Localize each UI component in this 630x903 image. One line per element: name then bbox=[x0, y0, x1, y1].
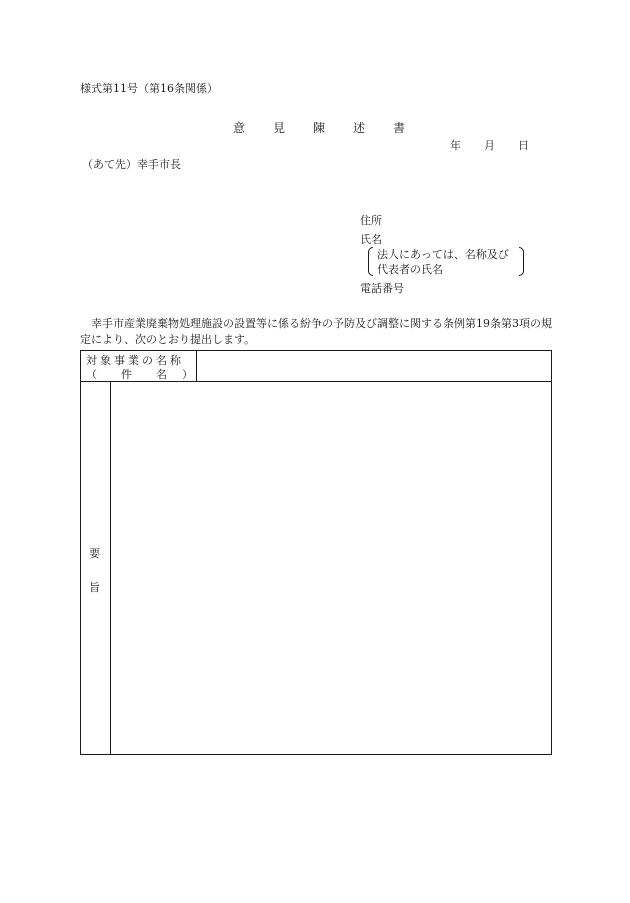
date-year-label: 年 bbox=[450, 139, 461, 152]
project-name-label-line: 対象事業の名称 bbox=[86, 354, 184, 367]
document-title bbox=[233, 119, 406, 136]
project-name-label bbox=[81, 351, 197, 381]
summary-label-char: 要 bbox=[89, 547, 100, 560]
title-char: 意 bbox=[233, 121, 246, 135]
summary-field[interactable] bbox=[111, 382, 551, 754]
project-name-field[interactable] bbox=[197, 351, 551, 381]
body-statement: 幸手市産業廃棄物処理施設の設置等に係る紛争の予防及び調整に関する条例第19条第3項の規定により、次のとおり提出します。 bbox=[80, 317, 552, 346]
summary-label bbox=[81, 382, 111, 754]
address-label: 住所 bbox=[360, 214, 382, 227]
opinion-table bbox=[80, 350, 552, 755]
title-char: 述 bbox=[353, 121, 366, 135]
corporation-note bbox=[368, 246, 524, 276]
date-day-label: 日 bbox=[518, 139, 529, 152]
name-char: 名 bbox=[156, 368, 167, 381]
bracket-right bbox=[519, 247, 524, 276]
bracket-left bbox=[368, 247, 373, 276]
phone-label: 電話番号 bbox=[360, 282, 404, 295]
corporation-note-line: 代表者の氏名 bbox=[377, 263, 443, 276]
addressee: （あて先）幸手市長 bbox=[82, 158, 181, 171]
name-label: 氏名 bbox=[360, 233, 382, 246]
form-number: 様式第11号（第16条関係） bbox=[80, 82, 218, 95]
paren-close: ） bbox=[182, 368, 193, 381]
date-line bbox=[450, 137, 529, 153]
title-char: 陳 bbox=[313, 121, 326, 135]
title-char: 書 bbox=[393, 121, 406, 135]
project-name-row bbox=[81, 351, 551, 382]
title-char: 見 bbox=[273, 121, 286, 135]
summary-row bbox=[81, 382, 551, 754]
summary-label-char: 旨 bbox=[89, 581, 100, 594]
corporation-note-line: 法人にあっては、名称及び bbox=[377, 248, 509, 261]
paren-open: （ bbox=[86, 368, 97, 381]
date-month-label: 月 bbox=[484, 139, 495, 152]
case-char: 件 bbox=[121, 368, 132, 381]
